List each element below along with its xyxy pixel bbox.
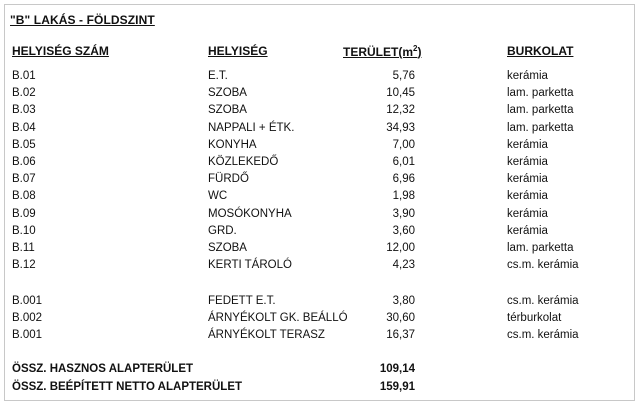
room-flooring: kerámia bbox=[507, 156, 548, 168]
room-flooring: cs.m. kerámia bbox=[507, 295, 579, 307]
table-row bbox=[0, 223, 640, 240]
header-area-superscript: 2 bbox=[413, 44, 418, 53]
room-number: B.12 bbox=[12, 259, 36, 272]
room-area: 16,37 bbox=[386, 329, 415, 342]
room-area: 6,01 bbox=[392, 156, 415, 168]
room-name: SZOBA bbox=[208, 104, 247, 117]
room-flooring: cs.m. kerámia bbox=[507, 259, 579, 272]
table-row bbox=[0, 102, 640, 119]
table-row bbox=[0, 240, 640, 257]
room-number: B.07 bbox=[12, 173, 36, 186]
room-number: B.002 bbox=[12, 312, 43, 325]
room-area: 7,00 bbox=[392, 138, 415, 151]
total-label: ÖSSZ. HASZNOS ALAPTERÜLET bbox=[12, 363, 194, 375]
table-row bbox=[0, 137, 640, 154]
room-area: 34,93 bbox=[386, 121, 415, 134]
room-area: 6,96 bbox=[392, 173, 415, 186]
header-area-close: ) bbox=[417, 45, 422, 59]
total-value: 109,14 bbox=[379, 363, 415, 375]
room-area: 3,80 bbox=[392, 295, 415, 307]
room-area: 3,90 bbox=[392, 207, 415, 220]
total-label: ÖSSZ. BEÉPÍTETT NETTO ALAPTERÜLET bbox=[12, 380, 243, 393]
table-row bbox=[0, 257, 640, 274]
table-row bbox=[0, 310, 640, 327]
room-number: B.05 bbox=[12, 138, 36, 151]
total-value: 159,91 bbox=[379, 380, 415, 393]
room-flooring: lam. parketta bbox=[507, 242, 574, 254]
room-number: B.06 bbox=[12, 156, 36, 168]
header-flooring: BURKOLAT bbox=[507, 44, 574, 58]
room-name: NAPPALI + ÉTK. bbox=[208, 121, 295, 134]
header-room-name: HELYISÉG bbox=[208, 44, 268, 58]
room-name: SZOBA bbox=[208, 242, 247, 254]
room-number: B.03 bbox=[12, 104, 36, 117]
table-row bbox=[0, 68, 640, 85]
room-number: B.01 bbox=[12, 70, 36, 82]
room-flooring: lam. parketta bbox=[507, 104, 574, 117]
table-row bbox=[0, 171, 640, 188]
room-name: E.T. bbox=[208, 70, 228, 82]
room-number: B.08 bbox=[12, 190, 36, 203]
room-flooring: kerámia bbox=[507, 138, 548, 151]
room-area: 10,45 bbox=[386, 87, 415, 100]
room-name: WC bbox=[208, 190, 228, 203]
room-area: 12,00 bbox=[386, 242, 415, 254]
total-row bbox=[0, 361, 640, 378]
table-row bbox=[0, 120, 640, 137]
room-number: B.001 bbox=[12, 329, 43, 342]
room-flooring: kerámia bbox=[507, 224, 548, 237]
table-row bbox=[0, 206, 640, 223]
room-name: SZOBA bbox=[208, 87, 247, 100]
room-name: KÖZLEKEDŐ bbox=[208, 156, 279, 168]
room-number: B.04 bbox=[12, 121, 36, 134]
page-title: "B" LAKÁS - FÖLDSZINT bbox=[10, 13, 155, 27]
room-flooring: lam. parketta bbox=[507, 87, 574, 100]
table-row bbox=[0, 154, 640, 171]
room-name: ÁRNYÉKOLT TERASZ bbox=[208, 329, 325, 342]
room-name: KONYHA bbox=[208, 138, 257, 151]
room-area: 5,76 bbox=[392, 70, 415, 82]
table-row bbox=[0, 85, 640, 102]
table-row bbox=[0, 293, 640, 310]
room-name: KERTI TÁROLÓ bbox=[208, 259, 292, 272]
table-row bbox=[0, 188, 640, 205]
room-number: B.001 bbox=[12, 295, 43, 307]
room-area: 12,32 bbox=[386, 104, 415, 117]
room-flooring: kerámia bbox=[507, 173, 548, 186]
table-row bbox=[0, 327, 640, 344]
header-room-number: HELYISÉG SZÁM bbox=[12, 44, 109, 58]
room-flooring: kerámia bbox=[507, 70, 548, 82]
room-number: B.09 bbox=[12, 207, 36, 220]
room-flooring: kerámia bbox=[507, 207, 548, 220]
room-name: MOSÓKONYHA bbox=[208, 207, 292, 220]
room-number: B.11 bbox=[12, 242, 35, 254]
room-flooring: térburkolat bbox=[507, 312, 562, 325]
room-flooring: kerámia bbox=[507, 190, 548, 203]
room-area: 3,60 bbox=[392, 224, 415, 237]
room-name: ÁRNYÉKOLT GK. BEÁLLÓ bbox=[208, 312, 348, 325]
room-area: 30,60 bbox=[386, 312, 415, 325]
header-area-label: TERÜLET(m bbox=[343, 45, 413, 59]
room-flooring: lam. parketta bbox=[507, 121, 574, 134]
room-name: GRD. bbox=[208, 224, 237, 237]
room-area: 1,98 bbox=[392, 190, 415, 203]
room-number: B.10 bbox=[12, 224, 36, 237]
room-flooring: cs.m. kerámia bbox=[507, 329, 579, 342]
room-name: FEDETT E.T. bbox=[208, 295, 276, 307]
room-area: 4,23 bbox=[392, 259, 415, 272]
header-area bbox=[343, 44, 421, 59]
room-name: FÜRDŐ bbox=[208, 173, 249, 186]
room-number: B.02 bbox=[12, 87, 36, 100]
total-row bbox=[0, 379, 640, 396]
